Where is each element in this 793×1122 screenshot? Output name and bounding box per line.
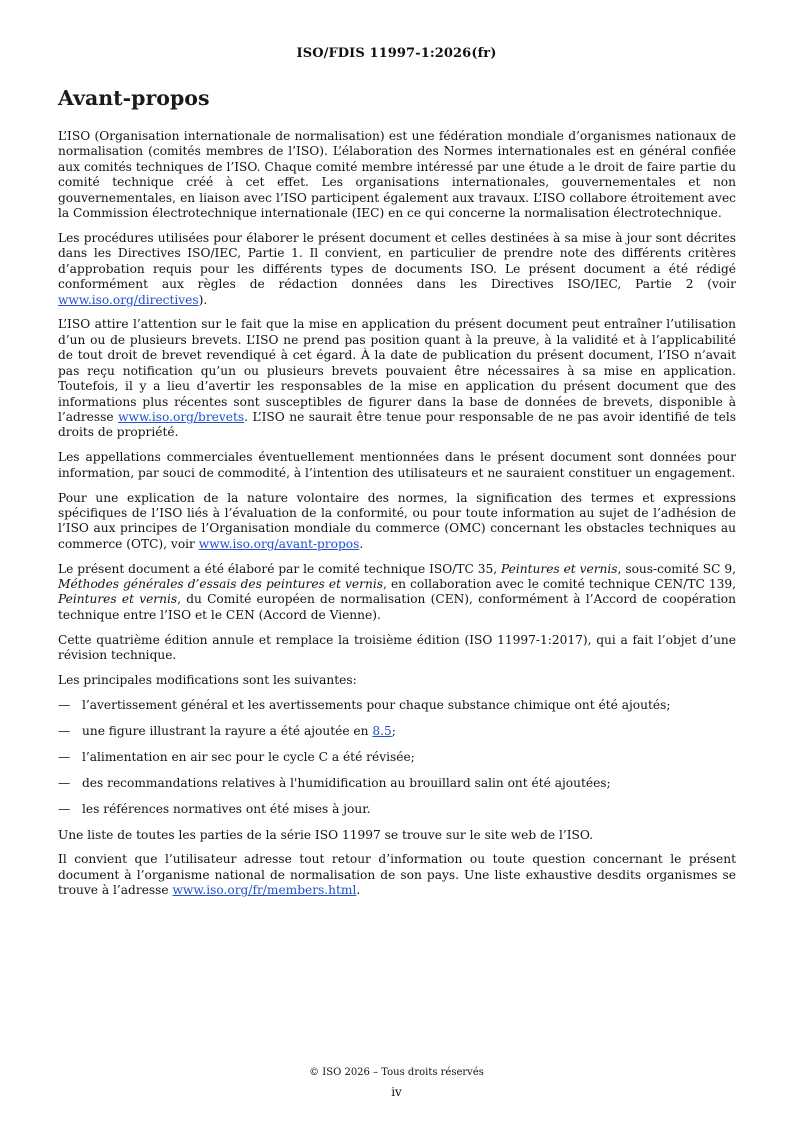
dash-bullet: — [58,749,71,764]
document-identifier: ISO/FDIS 11997-1:2026(fr) [296,46,497,61]
paragraph-feedback: Il convient que l’utilisateur adresse tout retour d’information ou toute question concernant le présent document à l’organisme national de normalisation de son pays. Une liste exhaustive desdits organismes se trouve à l’adresse www.iso.org/fr/members.html. [58,852,736,898]
paragraph-procedures: Les procédures utilisées pour élaborer le présent document et celles destinées à sa mise à jour sont décrites dans les Directives ISO/IEC, Partie 1. Il convient, en particulier de prendre note des différents critères d’approbation requis pour les différents types de documents ISO. Le présent document a été rédigé conformément aux règles de rédaction données dans les Directives ISO/IEC, Partie 2 (voir www.iso.org/directives). [58,230,736,307]
changes-list [58,698,736,817]
foreword-body [58,129,736,908]
paragraph-series-list: Une liste de toutes les parties de la série ISO 11997 se trouve sur le site web de l’ISO. [58,827,594,842]
paragraph-iso-intro: L’ISO (Organisation internationale de normalisation) est une fédération mondiale d’organismes nationaux de normalisation (comités membres de l’ISO). L’élaboration des Normes internationales est en général confiée aux comités techniques de l’ISO. Chaque comité membre intéressé par une étude a le droit de faire partie du comité technique créé à cet effet. Les organisations internationales, gouvernementales et non gouvernementales, en liaison avec l’ISO participent également aux travaux. L’ISO collabore étroitement avec la Commission électrotechnique internationale (IEC) en ce qui concerne la normalisation électrotechnique. [58,129,736,221]
directives-link[interactable]: www.iso.org/directives [58,292,199,307]
members-link[interactable]: www.iso.org/fr/members.html [172,883,357,898]
list-item: — l’avertissement général et les avertissements pour chaque substance chimique ont été ajoutés; [58,698,671,712]
list-item: — les références normatives ont été mises à jour. [58,801,371,816]
paragraph-voluntary-nature: Pour une explication de la nature volontaire des normes, la signification des termes et expressions spécifiques de l’ISO liés à l’évaluation de la conformité, ou pour toute information au sujet de l’adhésion de l’ISO aux principes de l’Organisation mondiale du commerce (OMC) concernant les obstacles techniques au commerce (OTC), voir www.iso.org/avant-propos. [58,490,736,551]
dash-bullet: — [58,775,71,790]
list-item: — des recommandations relatives à l'humidification au brouillard salin ont été ajoutées; [58,775,611,790]
paragraph-changes-intro: Les principales modifications sont les suivantes: [58,673,357,688]
dash-bullet: — [58,801,71,816]
copyright-notice: © ISO 2026 – Tous droits réservés [309,1067,484,1078]
paragraph-trade-names: Les appellations commerciales éventuellement mentionnées dans le présent document sont données pour information, par souci de commodité, à l’intention des utilisateurs et ne sauraient constituer un engagement. [58,450,736,480]
patents-link[interactable]: www.iso.org/brevets [118,409,245,424]
paragraph-edition: Cette quatrième édition annule et remplace la troisième édition (ISO 11997-1:2017), qui a fait l’objet d’une révision technique. [58,632,736,663]
list-item: — l’alimentation en air sec pour le cycle C a été révisée; [58,749,415,764]
clause-8-5-link[interactable]: 8.5 [372,723,392,738]
paragraph-patents: L’ISO attire l’attention sur le fait que la mise en application du présent document peut entraîner l’utilisation d’un ou de plusieurs brevets. L’ISO ne prend pas position quant à la preuve, à la validité et à l’applicabilité de tout droit de brevet revendiqué à cet égard. À la date de publication du présent document, l’ISO n’avait pas reçu notification qu’un ou plusieurs brevets pouvaient être nécessaires à sa mise en application. Toutefois, il y a lieu d’avertir les responsables de la mise en application du présent document que des informations plus récentes sont susceptibles de figurer dans la base de données de brevets, disponible à l’adresse www.iso.org/brevets. L’ISO ne saurait être tenue pour responsable de ne pas avoir identifié de tels droits de propriété. [58,317,736,440]
dash-bullet: — [58,723,71,738]
list-item: — une figure illustrant la rayure a été ajoutée en 8.5; [58,723,396,738]
foreword-link[interactable]: www.iso.org/avant-propos [198,536,360,551]
paragraph-committee: Le présent document a été élaboré par le comité technique ISO/TC 35, Peintures et vernis, sous-comité SC 9, Méthodes générales d’essais des peintures et vernis, en collaboration avec le comité technique CEN/TC 139, Peintures et vernis, du Comité européen de normalisation (CEN), conformément à l’Accord de coopération technique entre l’ISO et le CEN (Accord de Vienne). [58,561,737,622]
dash-bullet: — [58,698,71,712]
page-title: Avant-propos [58,86,210,110]
page-number: iv [391,1085,402,1099]
